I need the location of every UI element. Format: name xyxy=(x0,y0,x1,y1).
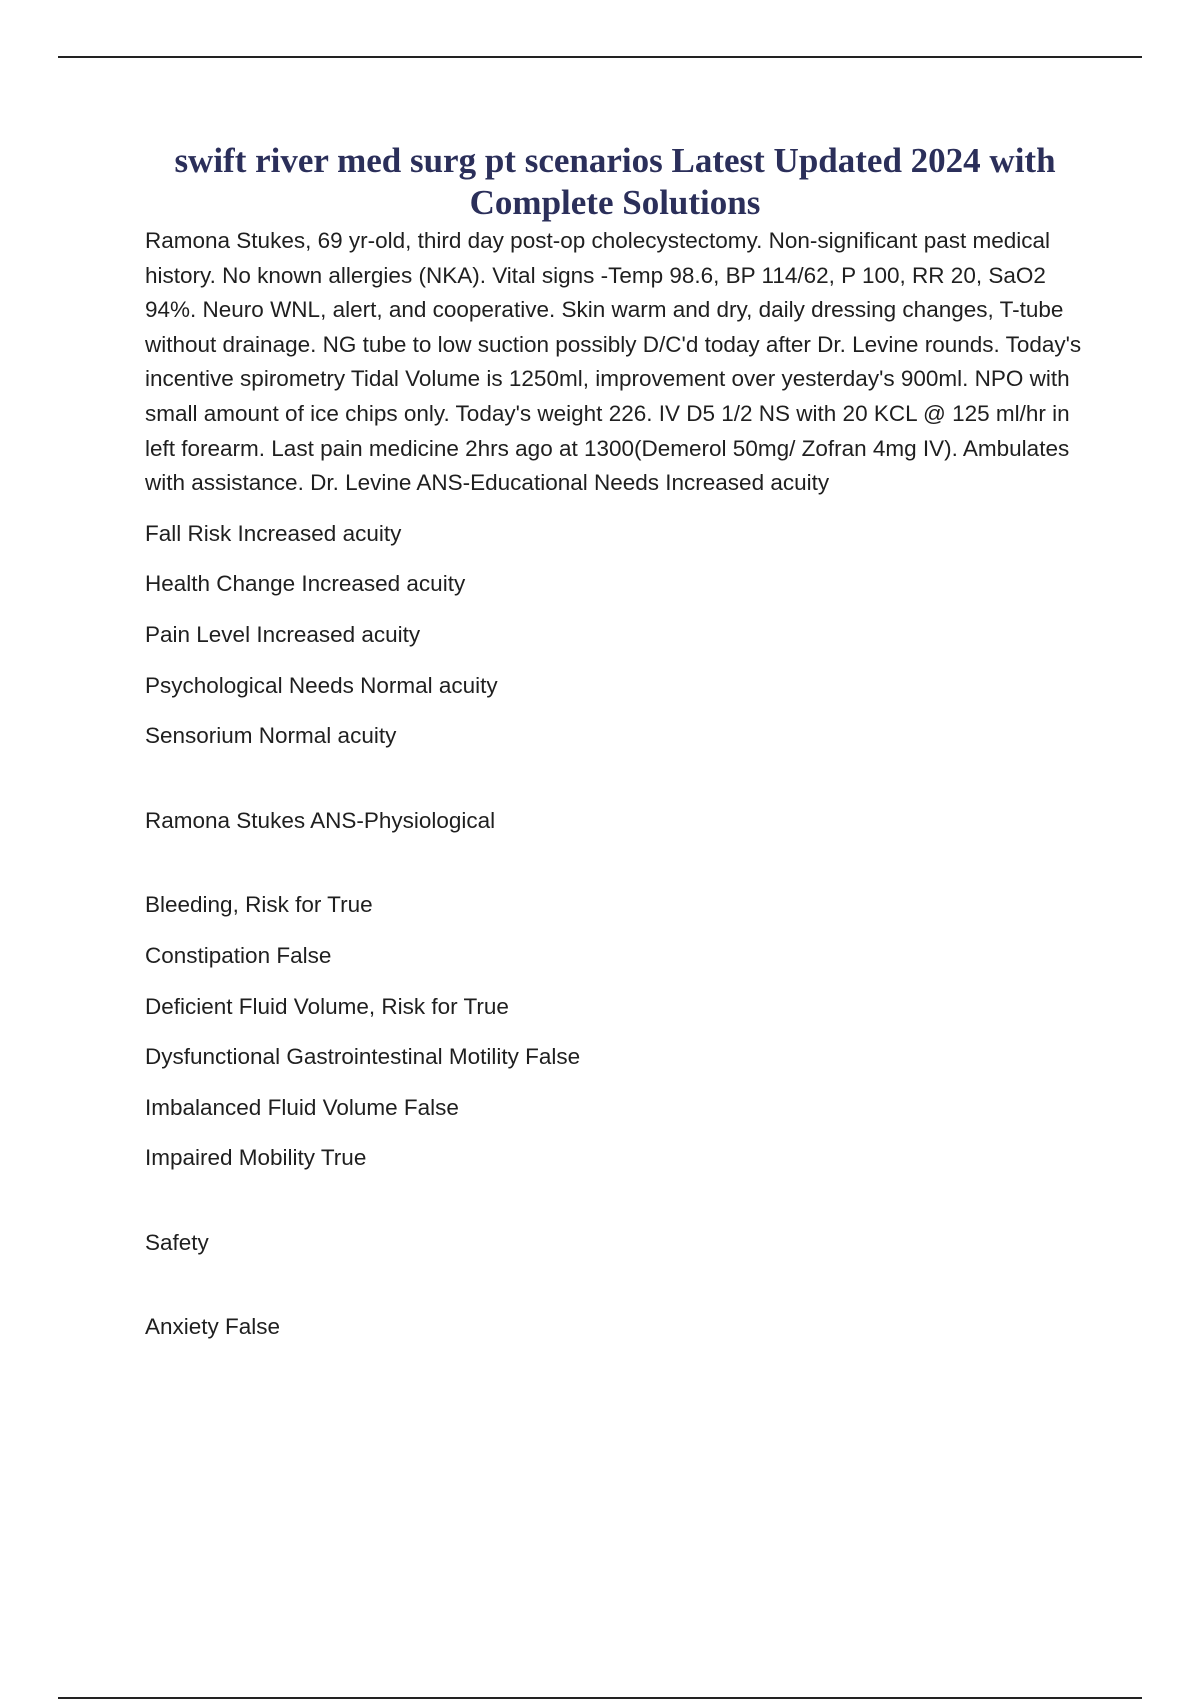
acuity-item-sensorium: Sensorium Normal acuity xyxy=(145,723,397,749)
bottom-rule xyxy=(58,1697,1142,1699)
physiological-item-imbalanced-fluid-volume: Imbalanced Fluid Volume False xyxy=(145,1094,459,1120)
physiological-item-constipation: Constipation False xyxy=(145,942,332,968)
acuity-item-fall-risk: Fall Risk Increased acuity xyxy=(145,520,402,546)
scenario-paragraph: Ramona Stukes, 69 yr-old, third day post-op cholecystectomy. Non-significant past medical history. No known allergies (NKA). Vital signs -Temp 98.6, BP 114/62, P 100, RR 20, SaO2 94%. Neuro WNL, alert, and cooperative. Skin warm and dry, daily dressing changes, T-tube without drainage. NG tube to low suction possibly D/C'd today after Dr. Levine rounds. Today's incentive spirometry Tidal Volume is 1250ml, improvement over yesterday's 900ml. NPO with small amount of ice chips only. Today's weight 226. IV D5 1/2 NS with 20 KCL @ 125 ml/hr in left forearm. Last pain medicine 2hrs ago at 1300(Demerol 50mg/ Zofran 4mg IV). Ambulates with assistance. Dr. Levine ANS-Educational Needs Increased acuity xyxy=(145,228,1082,496)
physiological-item-impaired-mobility: Impaired Mobility True xyxy=(145,1145,367,1171)
physiological-item-bleeding: Bleeding, Risk for True xyxy=(145,892,373,918)
acuity-item-psychological-needs: Psychological Needs Normal acuity xyxy=(145,672,498,698)
acuity-item-health-change: Health Change Increased acuity xyxy=(145,571,466,597)
document-title: swift river med surg pt scenarios Latest Updated 2024 with Complete Solutions xyxy=(174,141,1056,222)
section-heading-safety: Safety xyxy=(145,1229,209,1255)
section-heading-physiological: Ramona Stukes ANS-Physiological xyxy=(145,807,496,833)
acuity-item-pain-level: Pain Level Increased acuity xyxy=(145,621,421,647)
safety-item-anxiety: Anxiety False xyxy=(145,1314,281,1340)
document-page xyxy=(145,140,1085,1361)
top-rule xyxy=(58,56,1142,58)
physiological-item-gi-motility: Dysfunctional Gastrointestinal Motility False xyxy=(145,1044,581,1070)
physiological-item-deficient-fluid-volume: Deficient Fluid Volume, Risk for True xyxy=(145,993,509,1019)
